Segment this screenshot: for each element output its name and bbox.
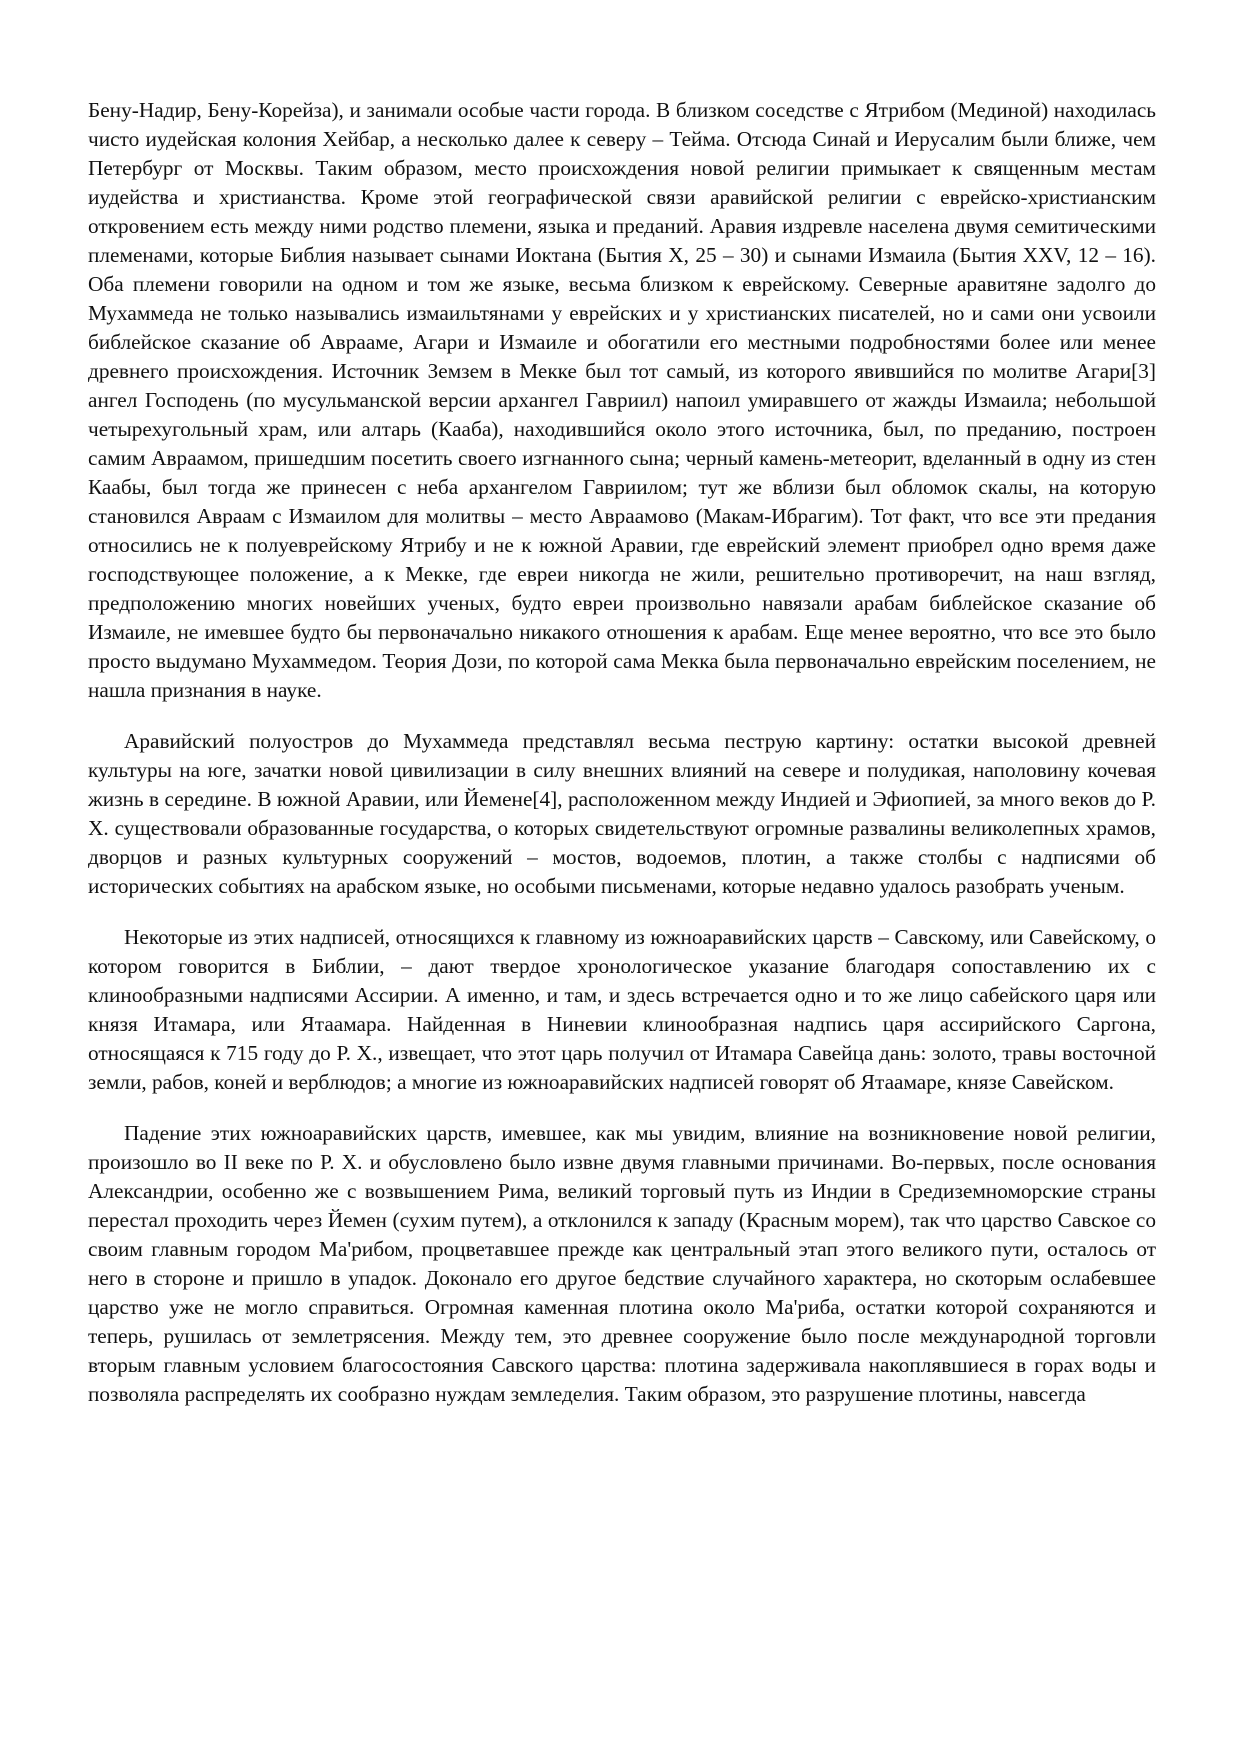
paragraph-1: Бену-Надир, Бену-Корейза), и занимали особые части города. В близком соседстве с Ятрибом (Мединой) находилась чисто иудейская колония Хейбар, а несколько далее к северу – Тейма. Отсюда Синай и Иерусалим были ближе, чем Петербург от Москвы. Таким образом, место происхождения новой религии примыкает к священным местам иудейства и христианства. Кроме этой географической связи аравийской религии с еврейско-христианским откровением есть между ними родство племени, языка и преданий. Аравия издревле населена двумя семитическими племенами, которые Библия называет сынами Иоктана (Бытия X, 25 – 30) и сынами Измаила (Бытия XXV, 12 – 16). Оба племени говорили на одном и том же языке, весьма близком к еврейскому. Северные аравитяне задолго до Мухаммеда не только назывались измаильтянами у еврейских и у христианских писателей, но и сами они усвоили библейское сказание об Аврааме, Агари и Измаиле и обогатили его местными подробностями более или менее древнего происхождения. Источник Земзем в Мекке был тот самый, из которого явившийся по молитве Агари[3] ангел Господень (по мусульманской версии архангел Гавриил) напоил умиравшего от жажды Измаила; небольшой четырехугольный храм, или алтарь (Кааба), находившийся около этого источника, был, по преданию, построен самим Авраамом, пришедшим посетить своего изгнанного сына; черный камень-метеорит, вделанный в одну из стен Каабы, был тогда же принесен с неба архангелом Гавриилом; тут же вблизи был обломок скалы, на которую становился Авраам с Измаилом для молитвы – место Авраамово (Макам-Ибрагим). Тот факт, что все эти предания относились не к полуеврейскому Ятрибу и не к южной Аравии, где еврейский элемент приобрел одно время даже господствующее положение, а к Мекке, где евреи никогда не жили, решительно противоречит, на наш взгляд, предположению многих новейших ученых, будто евреи произвольно навязали арабам библейское сказание об Измаиле, не имевшее будто бы первоначально никакого отношения к арабам. Еще менее вероятно, что все это было просто выдумано Мухаммедом. Теория Дози, по которой сама Мекка была первоначально еврейским поселением, не нашла признания в науке.	[88, 98, 1156, 702]
paragraph-4: Падение этих южноаравийских царств, имевшее, как мы увидим, влияние на возникновение новой религии, произошло во II веке по Р. Х. и обусловлено было извне двумя главными причинами. Во-первых, после основания Александрии, особенно же с возвышением Рима, великий торговый путь из Индии в Средиземноморские страны перестал проходить через Йемен (сухим путем), а отклонился к западу (Красным морем), так что царство Савское со своим главным городом Ма'рибом, процветавшее прежде как центральный этап этого великого пути, осталось от него в стороне и пришло в упадок. Доконало его другое бедствие случайного характера, но скоторым ослабевшее царство уже не могло справиться. Огромная каменная плотина около Ма'риба, остатки которой сохраняются и теперь, рушилась от землетрясения. Между тем, это древнее сооружение было после международной торговли вторым главным условием благосостояния Савского царства: плотина задерживала накоплявшиеся в горах воды и позволяла распределять их сообразно нуждам земледелия. Таким образом, это разрушение плотины, навсегда	[88, 1121, 1156, 1406]
document-page	[88, 96, 1156, 1431]
paragraph-3: Некоторые из этих надписей, относящихся к главному из южноаравийских царств – Савскому, или Савейскому, о котором говорится в Библии, – дают твердое хронологическое указание благодаря сопоставлению их с клинообразными надписями Ассирии. А именно, и там, и здесь встречается одно и то же лицо сабейского царя или князя Итамара, или Ятаамара. Найденная в Ниневии клинообразная надпись царя ассирийского Саргона, относящаяся к 715 году до Р. Х., извещает, что этот царь получил от Итамара Савейца дань: золото, травы восточной земли, рабов, коней и верблюдов; а многие из южноаравийских надписей говорят об Ятаамаре, князе Савейском.	[88, 925, 1156, 1094]
paragraph-2: Аравийский полуостров до Мухаммеда представлял весьма пеструю картину: остатки высокой древней культуры на юге, зачатки новой цивилизации в силу внешних влияний на севере и полудикая, наполовину кочевая жизнь в середине. В южной Аравии, или Йемене[4], расположенном между Индией и Эфиопией, за много веков до Р. Х. существовали образованные государства, о которых свидетельствуют огромные развалины великолепных храмов, дворцов и разных культурных сооружений – мостов, водоемов, плотин, а также столбы с надписями об исторических событиях на арабском языке, но особыми письменами, которые недавно удалось разобрать ученым.	[88, 729, 1156, 898]
